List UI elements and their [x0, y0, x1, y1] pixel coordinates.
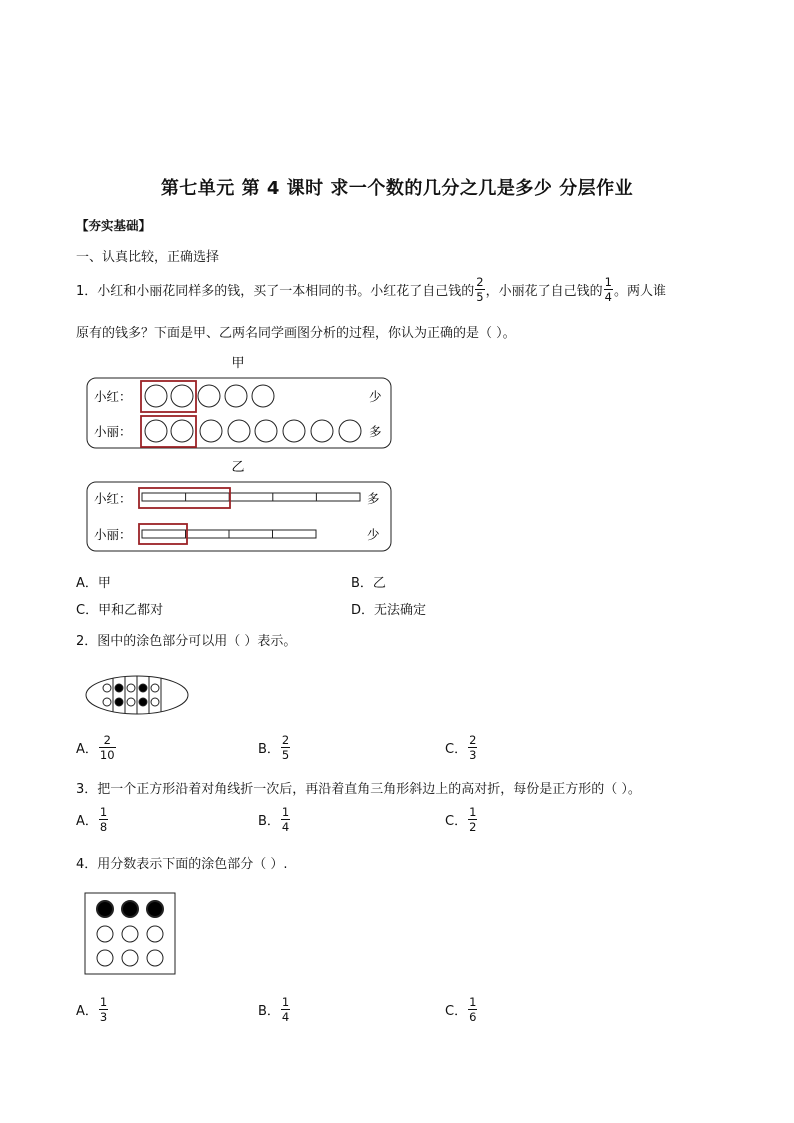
fraction-denominator: 10	[99, 748, 115, 763]
figure-yi-label: 乙	[231, 460, 245, 475]
option-letter: C．	[76, 603, 99, 618]
option-letter: B．	[258, 1004, 280, 1020]
figure-jia-row1-circles	[145, 385, 274, 407]
question-1-line-1	[76, 276, 666, 303]
q4-option-b[interactable]	[258, 996, 291, 1023]
option-text: 无法确定	[374, 603, 427, 618]
q2-option-c[interactable]	[445, 734, 478, 761]
figure-yi-row2-tag: 少	[367, 527, 380, 542]
option-letter: C．	[445, 742, 468, 758]
figure-jia-row2-name: 小丽：	[94, 424, 132, 439]
figure-yi-frame	[87, 482, 391, 551]
dot-empty	[127, 698, 135, 706]
figure-jia-highlight-row2	[141, 416, 196, 447]
q1-text-b: ，小丽花了自己钱的	[485, 284, 603, 300]
figure-jia-frame	[87, 378, 391, 448]
fraction-denominator: 4	[604, 290, 612, 305]
q4-option-a[interactable]	[76, 996, 109, 1023]
circle	[145, 420, 167, 442]
option-letter: D．	[351, 603, 375, 618]
fraction-denominator: 3	[469, 748, 477, 763]
oval-dividers	[113, 676, 161, 714]
fraction-denominator: 5	[476, 290, 484, 305]
dot-empty	[127, 684, 135, 692]
q1-option-a[interactable]	[76, 572, 111, 591]
question-4-text: 4．用分数表示下面的涂色部分（ ）.	[76, 857, 288, 872]
fraction-numerator: 2	[476, 275, 484, 289]
fraction-numerator: 2	[469, 733, 477, 747]
option-fraction	[468, 734, 477, 761]
q3-option-a[interactable]	[76, 806, 109, 833]
fraction-numerator: 1	[469, 995, 477, 1009]
option-fraction	[468, 996, 477, 1023]
oval-dots	[103, 684, 159, 706]
q1-option-d[interactable]	[351, 599, 426, 618]
figure-yi-row1-tag: 多	[367, 491, 380, 506]
q1-text-c: 。两人谁	[613, 284, 666, 300]
circle	[198, 385, 220, 407]
figure-jia	[80, 350, 400, 455]
figure-yi-bar-row1	[142, 493, 360, 501]
option-letter: C．	[445, 1004, 468, 1020]
circle	[255, 420, 277, 442]
option-fraction	[99, 734, 116, 761]
circle	[171, 385, 193, 407]
section-heading: 【夯实基础】	[76, 218, 152, 233]
q1-option-c[interactable]	[76, 599, 163, 618]
option-letter: B．	[258, 814, 280, 830]
q1-option-b[interactable]	[351, 572, 386, 591]
option-fraction	[281, 734, 290, 761]
fraction-denominator: 2	[469, 820, 477, 835]
bar-outline	[142, 493, 360, 501]
figure-yi-row1-name: 小红：	[94, 491, 132, 506]
dot-empty	[122, 950, 138, 966]
figure-jia-row2-tag: 多	[369, 424, 382, 439]
fraction-denominator: 8	[99, 820, 108, 835]
part-heading: 一、认真比较，正确选择	[76, 250, 220, 265]
fraction-numerator: 1	[99, 995, 108, 1009]
q3-option-b[interactable]	[258, 806, 291, 833]
option-text: 甲	[97, 576, 111, 591]
figure-yi-highlight-row1	[139, 488, 230, 508]
q2-option-a[interactable]	[76, 734, 117, 761]
option-fraction	[281, 996, 290, 1023]
fraction-numerator: 1	[604, 275, 612, 289]
option-letter: A．	[76, 742, 98, 758]
q1-fraction-1	[475, 276, 484, 303]
circle	[200, 420, 222, 442]
option-fraction	[99, 806, 108, 833]
circle	[339, 420, 361, 442]
dot-empty	[97, 950, 113, 966]
fraction-denominator: 6	[469, 1010, 477, 1025]
option-text: 乙	[372, 576, 386, 591]
figure-jia-highlight-row1	[141, 381, 196, 412]
circle	[283, 420, 305, 442]
figure-yi-bar-row2	[142, 530, 316, 538]
figure-jia-row2-circles	[145, 420, 361, 442]
option-letter: A．	[76, 814, 98, 830]
q4-option-c[interactable]	[445, 996, 478, 1023]
q1-text-a: 1．小红和小丽花同样多的钱，买了一本相同的书。小红花了自己钱的	[76, 284, 475, 300]
fraction-numerator: 1	[281, 805, 290, 819]
option-fraction	[468, 806, 477, 833]
circle	[228, 420, 250, 442]
figure-yi-highlight-row2	[139, 524, 187, 544]
dot-filled	[115, 698, 123, 706]
q2-option-b[interactable]	[258, 734, 291, 761]
fraction-numerator: 2	[281, 733, 290, 747]
option-fraction	[281, 806, 290, 833]
dot-filled	[97, 901, 113, 917]
fraction-denominator: 4	[281, 1010, 290, 1025]
dot-empty	[151, 698, 159, 706]
fraction-denominator: 5	[281, 748, 290, 763]
fraction-denominator: 4	[281, 820, 290, 835]
option-letter: B．	[258, 742, 280, 758]
option-letter: C．	[445, 814, 468, 830]
option-letter: A．	[76, 576, 98, 591]
fraction-numerator: 1	[281, 995, 290, 1009]
fraction-numerator: 1	[99, 805, 108, 819]
figure-yi-row2-name: 小丽：	[94, 527, 132, 542]
circle	[252, 385, 274, 407]
dot-filled	[139, 684, 147, 692]
option-letter: A．	[76, 1004, 98, 1020]
circle	[145, 385, 167, 407]
dot-empty	[103, 698, 111, 706]
dot-empty	[122, 926, 138, 942]
q4-dot-grid-figure	[84, 892, 178, 976]
option-text: 甲和乙都对	[98, 603, 164, 618]
figure-yi	[80, 456, 400, 556]
dot-empty	[97, 926, 113, 942]
dot-filled	[139, 698, 147, 706]
fraction-numerator: 2	[103, 733, 111, 747]
question-3-text: 3．把一个正方形沿着对角线折一次后，再沿着直角三角形斜边上的高对折，每份是正方形的（ ）。	[76, 782, 641, 797]
option-fraction	[99, 996, 108, 1023]
page-title: 第七单元 第 4 课时 求一个数的几分之几是多少 分层作业	[160, 178, 634, 199]
circle	[225, 385, 247, 407]
dot-filled	[122, 901, 138, 917]
figure-jia-row1-name: 小红：	[94, 389, 132, 404]
question-1-line-2: 原有的钱多？下面是甲、乙两名同学画图分析的过程，你认为正确的是（ ）。	[76, 326, 516, 341]
circle	[311, 420, 333, 442]
dot-empty	[147, 950, 163, 966]
q1-fraction-2	[604, 276, 613, 303]
question-2-text: 2．图中的涂色部分可以用（ ）表示。	[76, 634, 297, 649]
fraction-denominator: 3	[99, 1010, 108, 1025]
fraction-numerator: 1	[469, 805, 477, 819]
dot-empty	[147, 926, 163, 942]
q3-option-c[interactable]	[445, 806, 478, 833]
q2-oval-figure	[84, 674, 190, 718]
grid-dots	[97, 901, 163, 966]
figure-jia-row1-tag: 少	[369, 389, 382, 404]
figure-jia-label: 甲	[231, 356, 245, 371]
dot-filled	[147, 901, 163, 917]
circle	[171, 420, 193, 442]
dot-empty	[151, 684, 159, 692]
option-letter: B．	[351, 576, 373, 591]
dot-empty	[103, 684, 111, 692]
dot-filled	[115, 684, 123, 692]
